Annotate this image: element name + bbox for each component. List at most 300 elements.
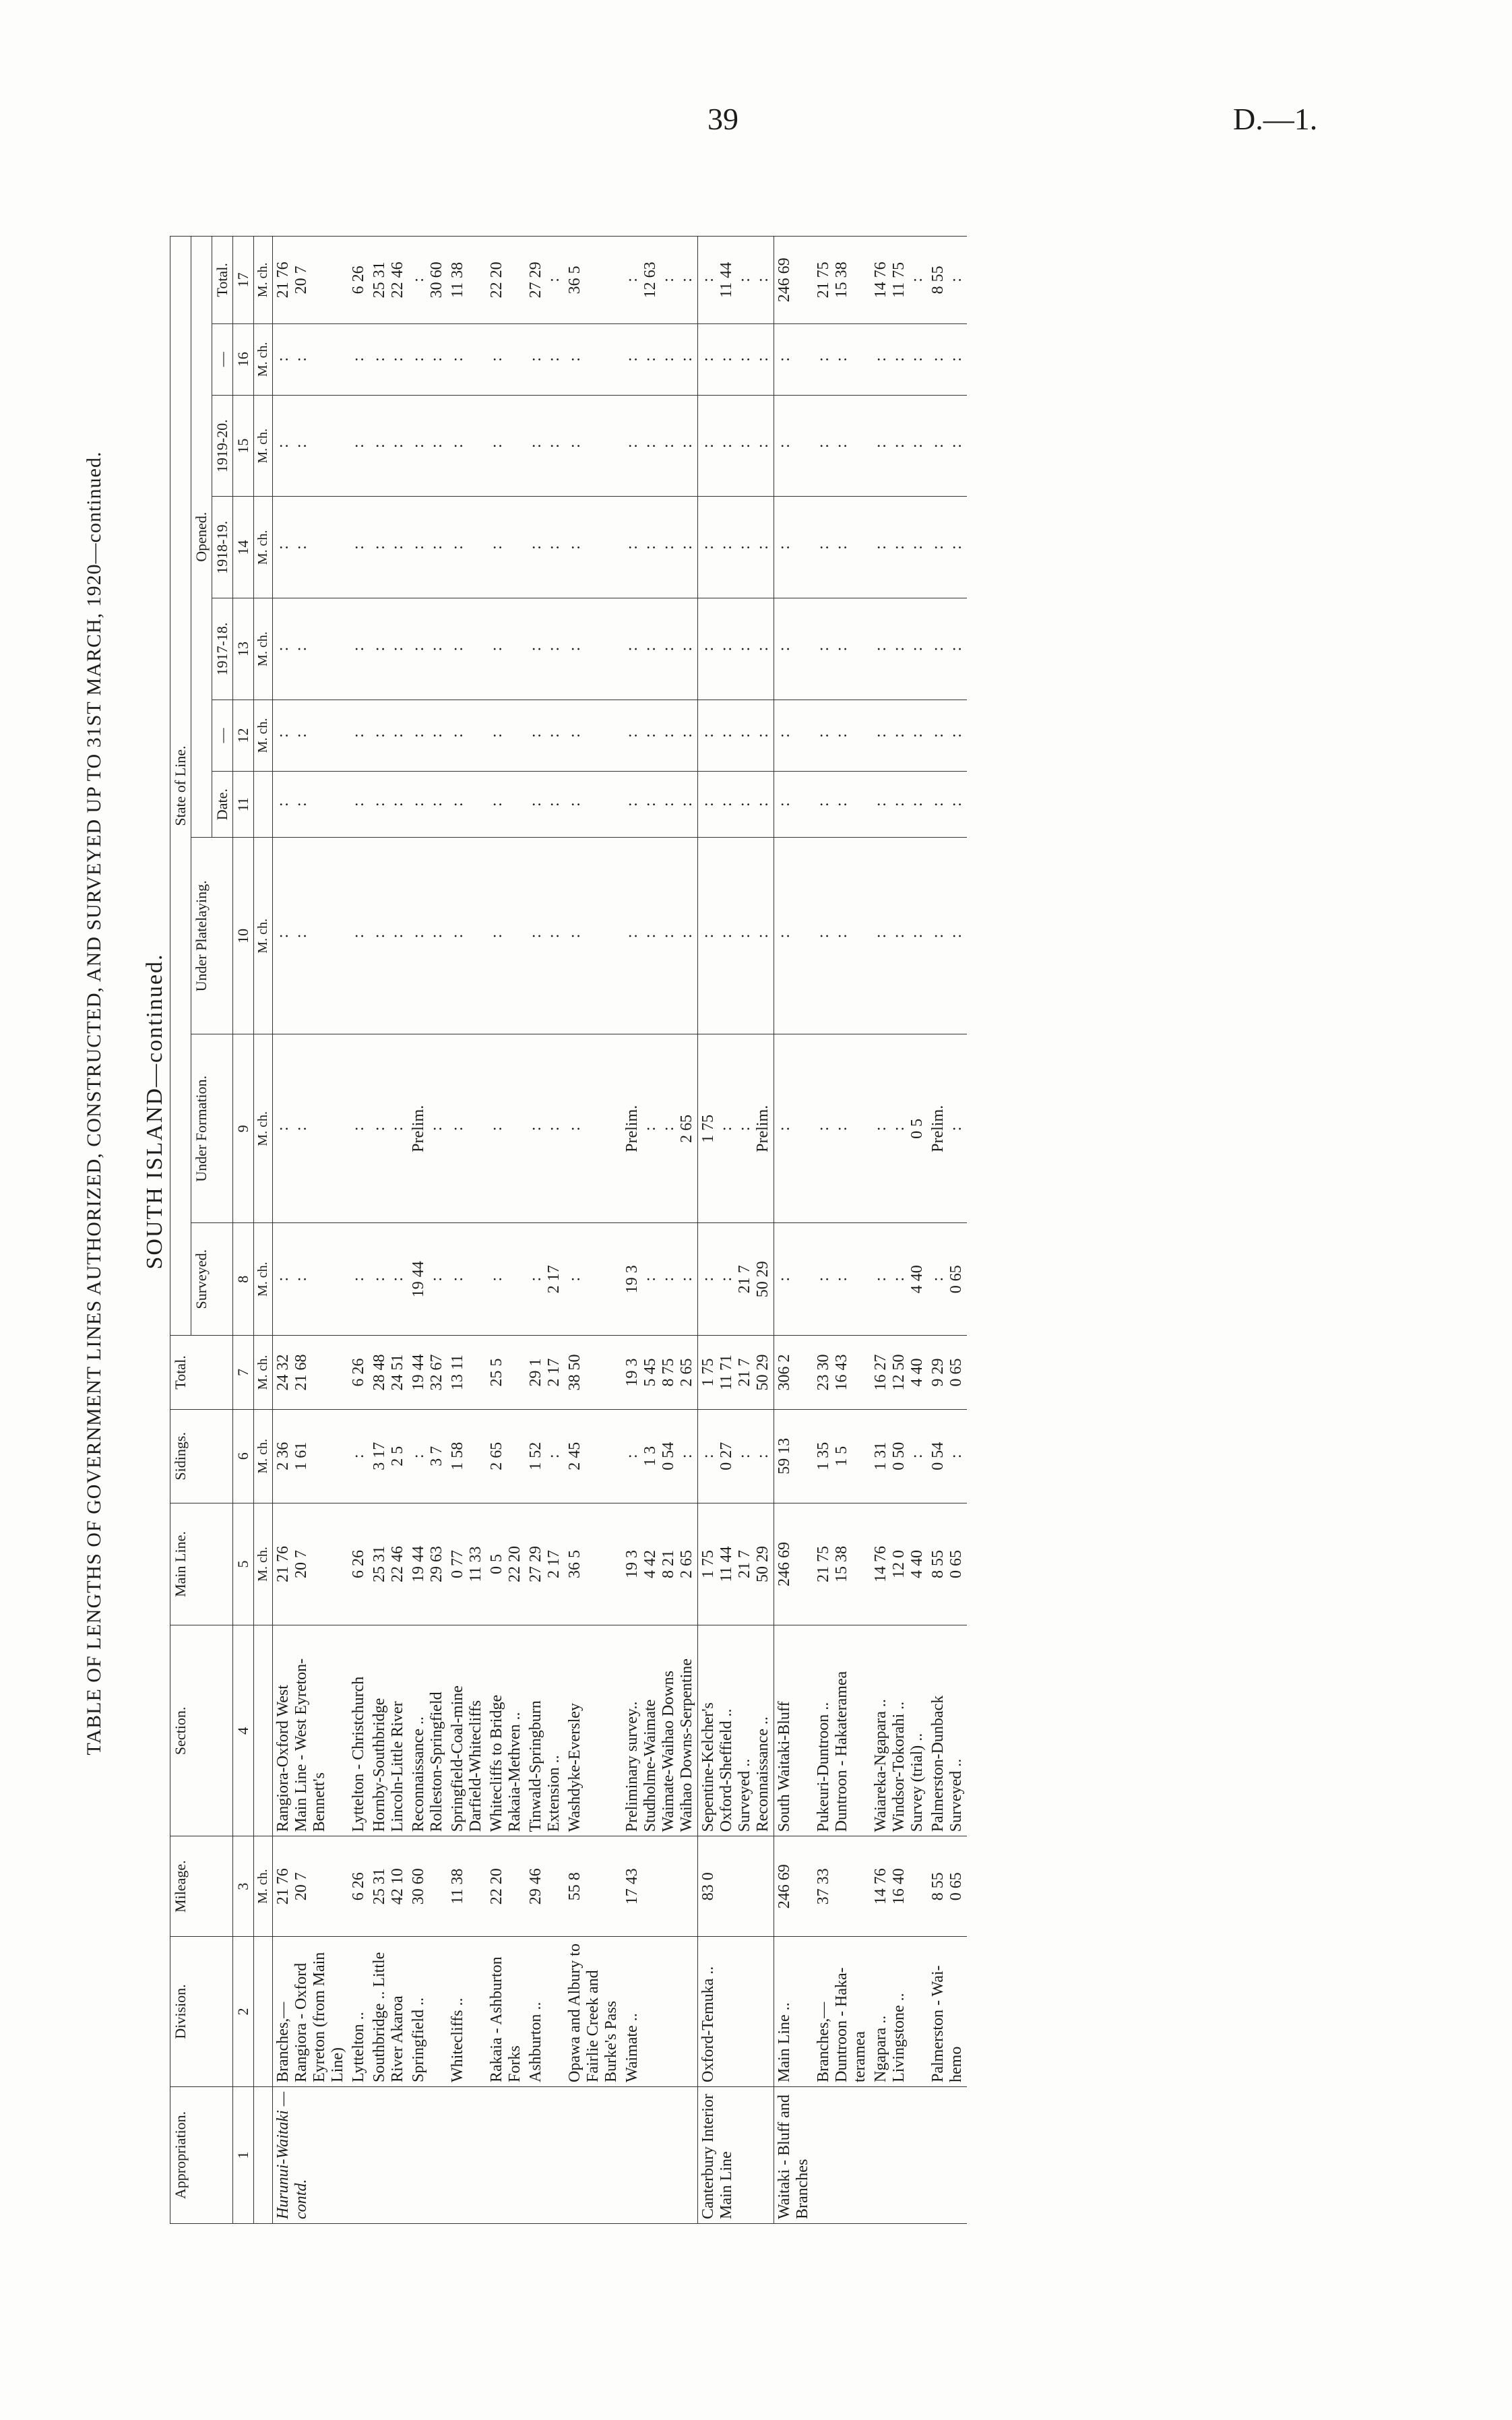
c14-cell: : : [273, 497, 349, 598]
column-number: 13 [233, 598, 254, 700]
sidings-cell: : 1 3 0 54 : [622, 1409, 698, 1503]
c17-cell: : 11 44 : : [698, 237, 774, 324]
c17-cell: 22 20 [486, 237, 526, 324]
units-cell: M. ch. [254, 1223, 273, 1336]
c12-cell: : : [526, 700, 565, 771]
c12-cell: : : [369, 700, 408, 771]
table-row [813, 237, 871, 2224]
surveyed-cell: : 2 17 [526, 1223, 565, 1336]
c16-cell: : : : : [622, 323, 698, 395]
mileage-cell: 29 46 [526, 1836, 565, 1937]
units-row [254, 237, 273, 2224]
header-state-of-line: State of Line. [170, 237, 191, 1336]
column-number: 14 [233, 497, 254, 598]
c17-cell: 27 29 : [526, 237, 565, 324]
mileage-cell: 246 69 [774, 1836, 814, 1937]
section-cell: Preliminary survey.. Studholme-Waimate Waimate-Waihao Downs Waihao Downs-Serpentine [622, 1625, 698, 1836]
formation-cell: Prelim. : : 2 65 [622, 1034, 698, 1223]
column-number: 1 [233, 2087, 254, 2224]
header-mileage: Mileage. [170, 1836, 233, 1937]
formation-cell: Prelim. : [928, 1034, 967, 1223]
surveyed-cell: : [774, 1223, 814, 1336]
plate-cell: : [774, 838, 814, 1034]
appropriation-cell [813, 2087, 871, 2224]
total-cell: 19 44 32 67 [408, 1336, 447, 1410]
date-cell: : [447, 771, 486, 837]
c14-cell: : : : : [698, 497, 774, 598]
main-cell: 36 5 [565, 1503, 622, 1625]
c16-cell: : [774, 323, 814, 395]
division-cell: Palmerston - Waihemo [928, 1937, 967, 2087]
c15-cell: : [565, 395, 622, 497]
header-appropriation: Appropriation. [170, 2087, 233, 2224]
main-cell: 27 29 2 17 [526, 1503, 565, 1625]
c15-cell: : : : : [622, 395, 698, 497]
section-cell: Tinwald-Springburn Extension .. [526, 1625, 565, 1836]
units-cell: M. ch. [254, 700, 273, 771]
c16-cell: : [486, 323, 526, 395]
column-number: 8 [233, 1223, 254, 1336]
division-cell: Whitecliffs .. [447, 1937, 486, 2087]
plate-cell: : : [408, 838, 447, 1034]
column-number: 3 [233, 1836, 254, 1937]
sidings-cell: 1 52 : [526, 1409, 565, 1503]
column-number: 12 [233, 700, 254, 771]
surveyed-cell: : [447, 1223, 486, 1336]
surveyed-cell: : : [273, 1223, 349, 1336]
sidings-cell: 2 45 [565, 1409, 622, 1503]
main-cell: 21 76 20 7 [273, 1503, 349, 1625]
c16-cell: : : [369, 323, 408, 395]
mileage-cell: 83 0 [698, 1836, 774, 1937]
total-cell: 16 27 12 50 4 40 [871, 1336, 928, 1410]
date-cell: : [565, 771, 622, 837]
c17-cell: : 30 60 [408, 237, 447, 324]
total-cell: 19 3 5 45 8 75 2 65 [622, 1336, 698, 1410]
header-section: Section. [170, 1625, 233, 1836]
formation-cell: : : [813, 1034, 871, 1223]
header-surveyed: Surveyed. [191, 1223, 233, 1336]
c14-cell: : [447, 497, 486, 598]
mileage-cell: 37 33 [813, 1836, 871, 1937]
units-cell: M. ch. [254, 497, 273, 598]
c14-cell: : [486, 497, 526, 598]
document-reference: D.—1. [1233, 102, 1318, 136]
sidings-cell: 1 58 [447, 1409, 486, 1503]
mileage-cell: 6 26 [348, 1836, 369, 1937]
c13-cell: : [348, 598, 369, 700]
total-cell: 1 75 11 71 21 7 50 29 [698, 1336, 774, 1410]
total-cell: 28 48 24 51 [369, 1336, 408, 1410]
section-cell: Pukeuri-Duntroon .. Duntroon - Hakateramea [813, 1625, 871, 1836]
c15-cell: : [774, 395, 814, 497]
c15-cell: : : : [871, 395, 928, 497]
division-cell: Ashburton .. [526, 1937, 565, 2087]
section-cell: Palmerston-Dunback Surveyed .. [928, 1625, 967, 1836]
c13-cell: : : [928, 598, 967, 700]
section-cell: Rangiora-Oxford West Main Line - West Eyreton-Bennett's [273, 1625, 349, 1836]
section-cell: Springfield-Coal-mine Darfield-Whitecliffs [447, 1625, 486, 1836]
c17-cell: 11 38 [447, 237, 486, 324]
table-row [486, 237, 526, 2224]
date-cell: : : [526, 771, 565, 837]
c12-cell: : : [273, 700, 349, 771]
mileage-cell: 17 43 [622, 1836, 698, 1937]
c13-cell: : : [408, 598, 447, 700]
c13-cell: : [486, 598, 526, 700]
units-cell: M. ch. [254, 1034, 273, 1223]
c13-cell: : : : : [698, 598, 774, 700]
sidings-cell: 1 35 1 5 [813, 1409, 871, 1503]
c16-cell: : : [928, 323, 967, 395]
formation-cell: : [486, 1034, 526, 1223]
header-1918-19: 1918-19. [212, 497, 233, 598]
formation-cell: 1 75 : : Prelim. [698, 1034, 774, 1223]
c14-cell: : : [369, 497, 408, 598]
main-cell: 25 31 22 46 [369, 1503, 408, 1625]
sidings-cell: 2 65 [486, 1409, 526, 1503]
section-cell: Reconnaissance .. Rolleston-Springfield [408, 1625, 447, 1836]
division-cell: Rakaia - Ashburton Forks [486, 1937, 526, 2087]
formation-cell: : [774, 1034, 814, 1223]
appropriation-cell [526, 2087, 565, 2224]
c14-cell: : [774, 497, 814, 598]
column-number: 4 [233, 1625, 254, 1836]
plate-cell: : : : [871, 838, 928, 1034]
c13-cell: : : [813, 598, 871, 700]
units-cell: M. ch. [254, 1336, 273, 1410]
table-title: TABLE OF LENGTHS OF GOVERNMENT LINES AUTHORIZED, CONSTRUCTED, AND SURVEYED UP TO 31ST MARCH, 1920—continued. [83, 451, 105, 1756]
c14-cell: : : [813, 497, 871, 598]
sidings-cell: 1 31 0 50 : [871, 1409, 928, 1503]
c13-cell: : : : : [622, 598, 698, 700]
surveyed-cell: : : 4 40 [871, 1223, 928, 1336]
column-number-row [233, 237, 254, 2224]
main-cell: 1 75 11 44 21 7 50 29 [698, 1503, 774, 1625]
surveyed-cell: 19 3 : : : [622, 1223, 698, 1336]
table-row [348, 237, 369, 2224]
division-cell: Springfield .. [408, 1937, 447, 2087]
date-cell: : : [928, 771, 967, 837]
appropriation-cell [447, 2087, 486, 2224]
c13-cell: : [565, 598, 622, 700]
column-number: 17 [233, 237, 254, 324]
total-cell: 6 26 [348, 1336, 369, 1410]
header-total: Total. [170, 1336, 233, 1410]
sidings-cell: 59 13 [774, 1409, 814, 1503]
surveyed-cell: : : 21 7 50 29 [698, 1223, 774, 1336]
units-cell: M. ch. [254, 838, 273, 1034]
appropriation-cell: Canterbury Interior Main Line [698, 2087, 774, 2224]
c12-cell: : : [813, 700, 871, 771]
c17-cell: 25 31 22 46 [369, 237, 408, 324]
surveyed-cell: : [348, 1223, 369, 1336]
total-cell: 306 2 [774, 1336, 814, 1410]
plate-cell: : [565, 838, 622, 1034]
sidings-cell: 3 17 2 5 [369, 1409, 408, 1503]
header-sidings: Sidings. [170, 1409, 233, 1503]
formation-cell: : [348, 1034, 369, 1223]
units-cell [254, 771, 273, 837]
section-cell: Sepentine-Kelcher's Oxford-Sheffield .. Surveyed .. Reconnaissance .. [698, 1625, 774, 1836]
appropriation-cell [348, 2087, 369, 2224]
c12-cell: : [447, 700, 486, 771]
header-under-platelaying: Under Platelaying. [191, 838, 233, 1034]
surveyed-cell: : [486, 1223, 526, 1336]
c16-cell: : : [408, 323, 447, 395]
table-row [447, 237, 486, 2224]
c15-cell: : [486, 395, 526, 497]
c15-cell: : : [408, 395, 447, 497]
header-1919-20: 1919-20. [212, 395, 233, 497]
plate-cell: : [348, 838, 369, 1034]
formation-cell: : [565, 1034, 622, 1223]
appropriation-cell [622, 2087, 698, 2224]
main-cell: 0 5 22 20 [486, 1503, 526, 1625]
header-date: Date. [212, 771, 233, 837]
c14-cell: : [565, 497, 622, 598]
table-row [698, 237, 774, 2224]
c12-cell: : : : : [698, 700, 774, 771]
total-cell: 23 30 16 43 [813, 1336, 871, 1410]
mileage-cell: 22 20 [486, 1836, 526, 1937]
column-number: 7 [233, 1336, 254, 1410]
page-number: 39 [707, 102, 738, 136]
mileage-cell: 55 8 [565, 1836, 622, 1937]
header-dash: — [212, 700, 233, 771]
c12-cell: : [774, 700, 814, 771]
appropriation-cell [369, 2087, 408, 2224]
total-cell: 13 11 [447, 1336, 486, 1410]
header-main-line: Main Line. [170, 1503, 233, 1625]
c12-cell: : [486, 700, 526, 771]
c12-cell: : [348, 700, 369, 771]
surveyed-cell: : 0 65 [928, 1223, 967, 1336]
c14-cell: : : [928, 497, 967, 598]
c15-cell: : : [273, 395, 349, 497]
c13-cell: : : [273, 598, 349, 700]
main-cell: 19 3 4 42 8 21 2 65 [622, 1503, 698, 1625]
division-cell: Opawa and Albury to Fairlie Creek and Burke's Pass [565, 1937, 622, 2087]
appropriation-cell [928, 2087, 967, 2224]
units-cell: M. ch. [254, 323, 273, 395]
c17-cell: 21 76 20 7 [273, 237, 349, 324]
total-cell: 25 5 [486, 1336, 526, 1410]
units-cell [254, 1937, 273, 2087]
c16-cell: : : [526, 323, 565, 395]
plate-cell: : : : : [622, 838, 698, 1034]
table-row [273, 237, 349, 2224]
c16-cell: : [565, 323, 622, 395]
c17-cell: 6 26 [348, 237, 369, 324]
c14-cell: : : : : [622, 497, 698, 598]
units-cell: M. ch. [254, 1836, 273, 1937]
c16-cell: : [348, 323, 369, 395]
section-cell: Waiareka-Ngapara .. Windsor-Tokorahi .. Survey (trial) .. [871, 1625, 928, 1836]
plate-cell: : : [369, 838, 408, 1034]
units-cell: M. ch. [254, 237, 273, 324]
surveyed-cell: : [565, 1223, 622, 1336]
c12-cell: : : : [871, 700, 928, 771]
section-cell: Lyttelton - Christchurch [348, 1625, 369, 1836]
division-cell: Branches,— Duntroon - Hakateramea [813, 1937, 871, 2087]
formation-cell: : : [369, 1034, 408, 1223]
c16-cell: : : : : [698, 323, 774, 395]
date-cell: : : : : [698, 771, 774, 837]
column-number: 5 [233, 1503, 254, 1625]
c16-cell: : [447, 323, 486, 395]
c15-cell: : [447, 395, 486, 497]
sidings-cell: 0 54 : [928, 1409, 967, 1503]
c15-cell: : : [813, 395, 871, 497]
c13-cell: : [774, 598, 814, 700]
c13-cell: : [447, 598, 486, 700]
c17-cell: : 12 63 : : [622, 237, 698, 324]
column-number: 15 [233, 395, 254, 497]
date-cell: : : [813, 771, 871, 837]
column-number: 11 [233, 771, 254, 837]
main-cell: 246 69 [774, 1503, 814, 1625]
c13-cell: : : : [871, 598, 928, 700]
division-cell: Branches,— Rangiora - Oxford Eyreton (from Main Line) [273, 1937, 349, 2087]
date-cell: : [486, 771, 526, 837]
mileage-cell: 21 76 20 7 [273, 1836, 349, 1937]
main-cell: 6 26 [348, 1503, 369, 1625]
division-cell: Waimate .. [622, 1937, 698, 2087]
header-division: Division. [170, 1937, 233, 2087]
column-number: 6 [233, 1409, 254, 1503]
plate-cell: : : [813, 838, 871, 1034]
formation-cell: Prelim. : [408, 1034, 447, 1223]
plate-cell: : : [526, 838, 565, 1034]
units-cell: M. ch. [254, 395, 273, 497]
mileage-cell: 8 55 0 65 [928, 1836, 967, 1937]
c13-cell: : : [526, 598, 565, 700]
c15-cell: : : [928, 395, 967, 497]
date-cell: : : : : [622, 771, 698, 837]
main-cell: 19 44 29 63 [408, 1503, 447, 1625]
division-cell: Main Line .. [774, 1937, 814, 2087]
table-row [622, 237, 698, 2224]
date-cell: : : [408, 771, 447, 837]
header-dash-2: — [212, 323, 233, 395]
section-cell: Hornby-Southbridge Lincoln-Little River [369, 1625, 408, 1836]
sidings-cell: : [348, 1409, 369, 1503]
c16-cell: : : [813, 323, 871, 395]
division-cell: Ngapara .. Livingstone .. [871, 1937, 928, 2087]
rotated-table-container [170, 236, 1383, 2224]
table-body [233, 237, 968, 2224]
c12-cell: : : : : [622, 700, 698, 771]
section-cell: Washdyke-Eversley [565, 1625, 622, 1836]
appropriation-cell [408, 2087, 447, 2224]
formation-cell: : : [273, 1034, 349, 1223]
section-cell: Whitecliffs to Bridge Rakaia-Methven .. [486, 1625, 526, 1836]
appropriation-cell: Waitaki - Bluff and Branches [774, 2087, 814, 2224]
column-number: 10 [233, 838, 254, 1034]
c15-cell: : : : : [698, 395, 774, 497]
units-cell: M. ch. [254, 1409, 273, 1503]
table-row [369, 237, 408, 2224]
column-number: 16 [233, 323, 254, 395]
c15-cell: : [348, 395, 369, 497]
units-cell [254, 2087, 273, 2224]
appropriation-cell [486, 2087, 526, 2224]
column-number: 9 [233, 1034, 254, 1223]
date-cell: : : [369, 771, 408, 837]
total-cell: 24 32 21 68 [273, 1336, 349, 1410]
surveyed-cell: 19 44 : [408, 1223, 447, 1336]
total-cell: 38 50 [565, 1336, 622, 1410]
railway-lengths-table [170, 236, 967, 2224]
appropriation-cell [565, 2087, 622, 2224]
c17-cell: 36 5 [565, 237, 622, 324]
formation-cell: : : [526, 1034, 565, 1223]
c14-cell: : : [526, 497, 565, 598]
total-cell: 9 29 0 65 [928, 1336, 967, 1410]
header-opened: Opened. [191, 237, 212, 838]
c12-cell: : [565, 700, 622, 771]
date-cell: : : : [871, 771, 928, 837]
plate-cell: : : [273, 838, 349, 1034]
header-opened-total: Total. [212, 237, 233, 324]
mileage-cell: 25 31 42 10 [369, 1836, 408, 1937]
c15-cell: : : [526, 395, 565, 497]
header-under-formation: Under Formation. [191, 1034, 233, 1223]
column-number: 2 [233, 1937, 254, 2087]
date-cell: : : [273, 771, 349, 837]
division-cell: Southbridge .. Little River Akaroa [369, 1937, 408, 2087]
c16-cell: : : : [871, 323, 928, 395]
plate-cell: : [447, 838, 486, 1034]
c15-cell: : : [369, 395, 408, 497]
c17-cell: 14 76 11 75 : [871, 237, 928, 324]
plate-cell: : [486, 838, 526, 1034]
table-row [928, 237, 967, 2224]
c13-cell: : : [369, 598, 408, 700]
header-1917-18: 1917-18. [212, 598, 233, 700]
c14-cell: : : : [871, 497, 928, 598]
c16-cell: : : [273, 323, 349, 395]
sidings-cell: : 3 7 [408, 1409, 447, 1503]
date-cell: : [774, 771, 814, 837]
c17-cell: 246 69 [774, 237, 814, 324]
sidings-cell: 2 36 1 61 [273, 1409, 349, 1503]
c17-cell: 21 75 15 38 [813, 237, 871, 324]
main-cell: 14 76 12 0 4 40 [871, 1503, 928, 1625]
mileage-cell: 11 38 [447, 1836, 486, 1937]
section-cell: South Waitaki-Bluff [774, 1625, 814, 1836]
date-cell: : [348, 771, 369, 837]
units-cell: M. ch. [254, 598, 273, 700]
plate-cell: : : : : [698, 838, 774, 1034]
table-row [526, 237, 565, 2224]
appropriation-cell: Hurunui-Waitaki —contd. [273, 2087, 349, 2224]
mileage-cell: 30 60 [408, 1836, 447, 1937]
units-cell [254, 1625, 273, 1836]
c17-cell: 8 55 : [928, 237, 967, 324]
table-row [774, 237, 814, 2224]
formation-cell: : [447, 1034, 486, 1223]
mileage-cell: 14 76 16 40 [871, 1836, 928, 1937]
formation-cell: : : 0 5 [871, 1034, 928, 1223]
table-row [871, 237, 928, 2224]
appropriation-cell [871, 2087, 928, 2224]
main-cell: 21 75 15 38 [813, 1503, 871, 1625]
c12-cell: : : [408, 700, 447, 771]
main-cell: 8 55 0 65 [928, 1503, 967, 1625]
total-cell: 29 1 2 17 [526, 1336, 565, 1410]
